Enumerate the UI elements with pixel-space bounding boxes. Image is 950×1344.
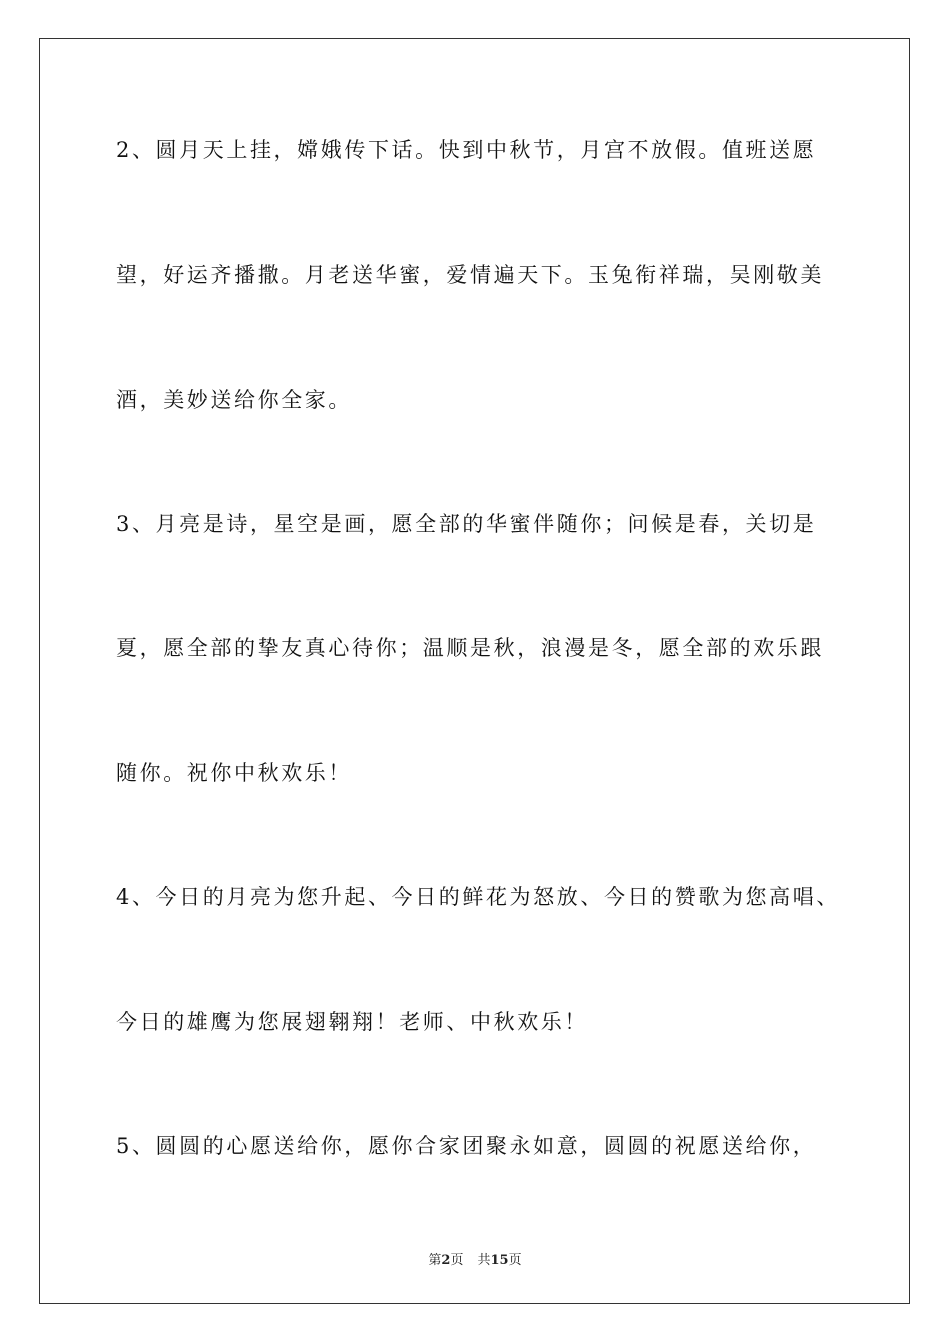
- text-line-2: 望，好运齐播撒。月老送华蜜，爱情遍天下。玉兔衔祥瑞，吴刚敬美: [116, 263, 824, 287]
- text-line-9: 5、圆圆的心愿送给你，愿你合家团聚永如意，圆圆的祝愿送给你，: [116, 1134, 817, 1158]
- footer-page-total: 15: [490, 1253, 509, 1268]
- page-border: [39, 38, 910, 1304]
- text-line-1: 2、圆月天上挂，嫦娥传下话。快到中秋节，月宫不放假。值班送愿: [116, 138, 817, 162]
- footer-page-suffix: 页: [450, 1253, 464, 1268]
- footer-page-prefix: 第: [428, 1253, 442, 1268]
- text-line-5: 夏，愿全部的挚友真心待你；温顺是秋，浪漫是冬，愿全部的欢乐跟: [116, 636, 824, 660]
- text-line-4: 3、月亮是诗，星空是画，愿全部的华蜜伴随你；问候是春，关切是: [116, 512, 817, 536]
- text-line-7: 4、今日的月亮为您升起、今日的鲜花为怒放、今日的赞歌为您高唱、: [116, 885, 840, 909]
- text-line-8: 今日的雄鹰为您展翅翱翔！老师、中秋欢乐！: [116, 1010, 588, 1034]
- page-footer: [0, 1249, 950, 1268]
- footer-total-suffix: 页: [508, 1253, 522, 1268]
- footer-total-prefix: 共: [477, 1253, 491, 1268]
- footer-page-current: 2: [441, 1253, 451, 1268]
- text-line-6: 随你。祝你中秋欢乐！: [116, 761, 352, 785]
- text-line-3: 酒，美妙送给你全家。: [116, 388, 352, 412]
